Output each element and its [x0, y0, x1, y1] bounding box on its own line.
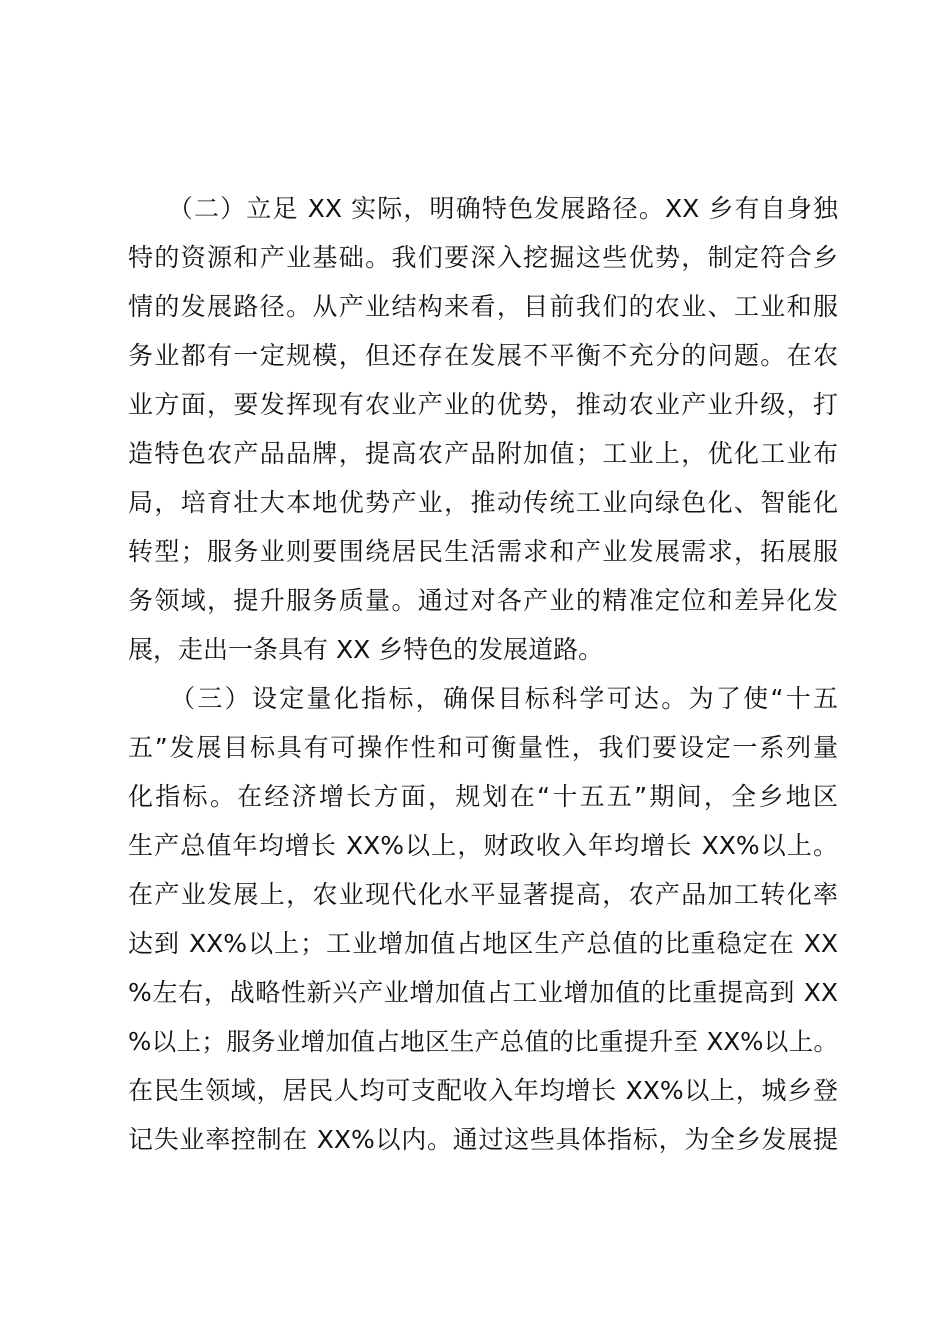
text-line: 转型；服务业则要围绕居民生活需求和产业发展需求，拓展服 [128, 537, 838, 566]
text-line: 特的资源和产业基础。我们要深入挖掘这些优势，制定符合乡 [128, 243, 838, 272]
text-line: 记失业率控制在 XX%以内。通过这些具体指标，为全乡发展提 [128, 1125, 838, 1154]
text-line: 在产业发展上，农业现代化水平显著提高，农产品加工转化率 [128, 880, 838, 909]
text-line: 业方面，要发挥现有农业产业的优势，推动农业产业升级，打 [128, 390, 838, 419]
text-line: 五”发展目标具有可操作性和可衡量性，我们要设定一系列量 [128, 733, 838, 762]
text-line: 局，培育壮大本地优势产业，推动传统工业向绿色化、智能化 [128, 488, 838, 517]
text-line: %左右，战略性新兴产业增加值占工业增加值的比重提高到 XX [128, 978, 838, 1007]
text-line: （三）设定量化指标，确保目标科学可达。为了使“十五 [128, 684, 838, 713]
text-line: 务业都有一定规模，但还存在发展不平衡不充分的问题。在农 [128, 341, 838, 370]
text-line: 达到 XX%以上；工业增加值占地区生产总值的比重稳定在 XX [128, 929, 838, 958]
text-line: 情的发展路径。从产业结构来看，目前我们的农业、工业和服 [128, 292, 838, 321]
text-line: 化指标。在经济增长方面，规划在“十五五”期间，全乡地区 [128, 782, 838, 811]
text-line: 在民生领域，居民人均可支配收入年均增长 XX%以上，城乡登 [128, 1076, 838, 1105]
text-line: %以上；服务业增加值占地区生产总值的比重提升至 XX%以上。 [128, 1027, 838, 1056]
text-line: 造特色农产品品牌，提高农产品附加值；工业上，优化工业布 [128, 439, 838, 468]
document-body [128, 184, 838, 1164]
text-line: 展，走出一条具有 XX 乡特色的发展道路。 [128, 635, 604, 664]
text-line: （二）立足 XX 实际，明确特色发展路径。XX 乡有自身独 [128, 194, 838, 223]
text-line: 生产总值年均增长 XX%以上，财政收入年均增长 XX%以上。 [128, 831, 838, 860]
text-line: 务领域，提升服务质量。通过对各产业的精准定位和差异化发 [128, 586, 838, 615]
